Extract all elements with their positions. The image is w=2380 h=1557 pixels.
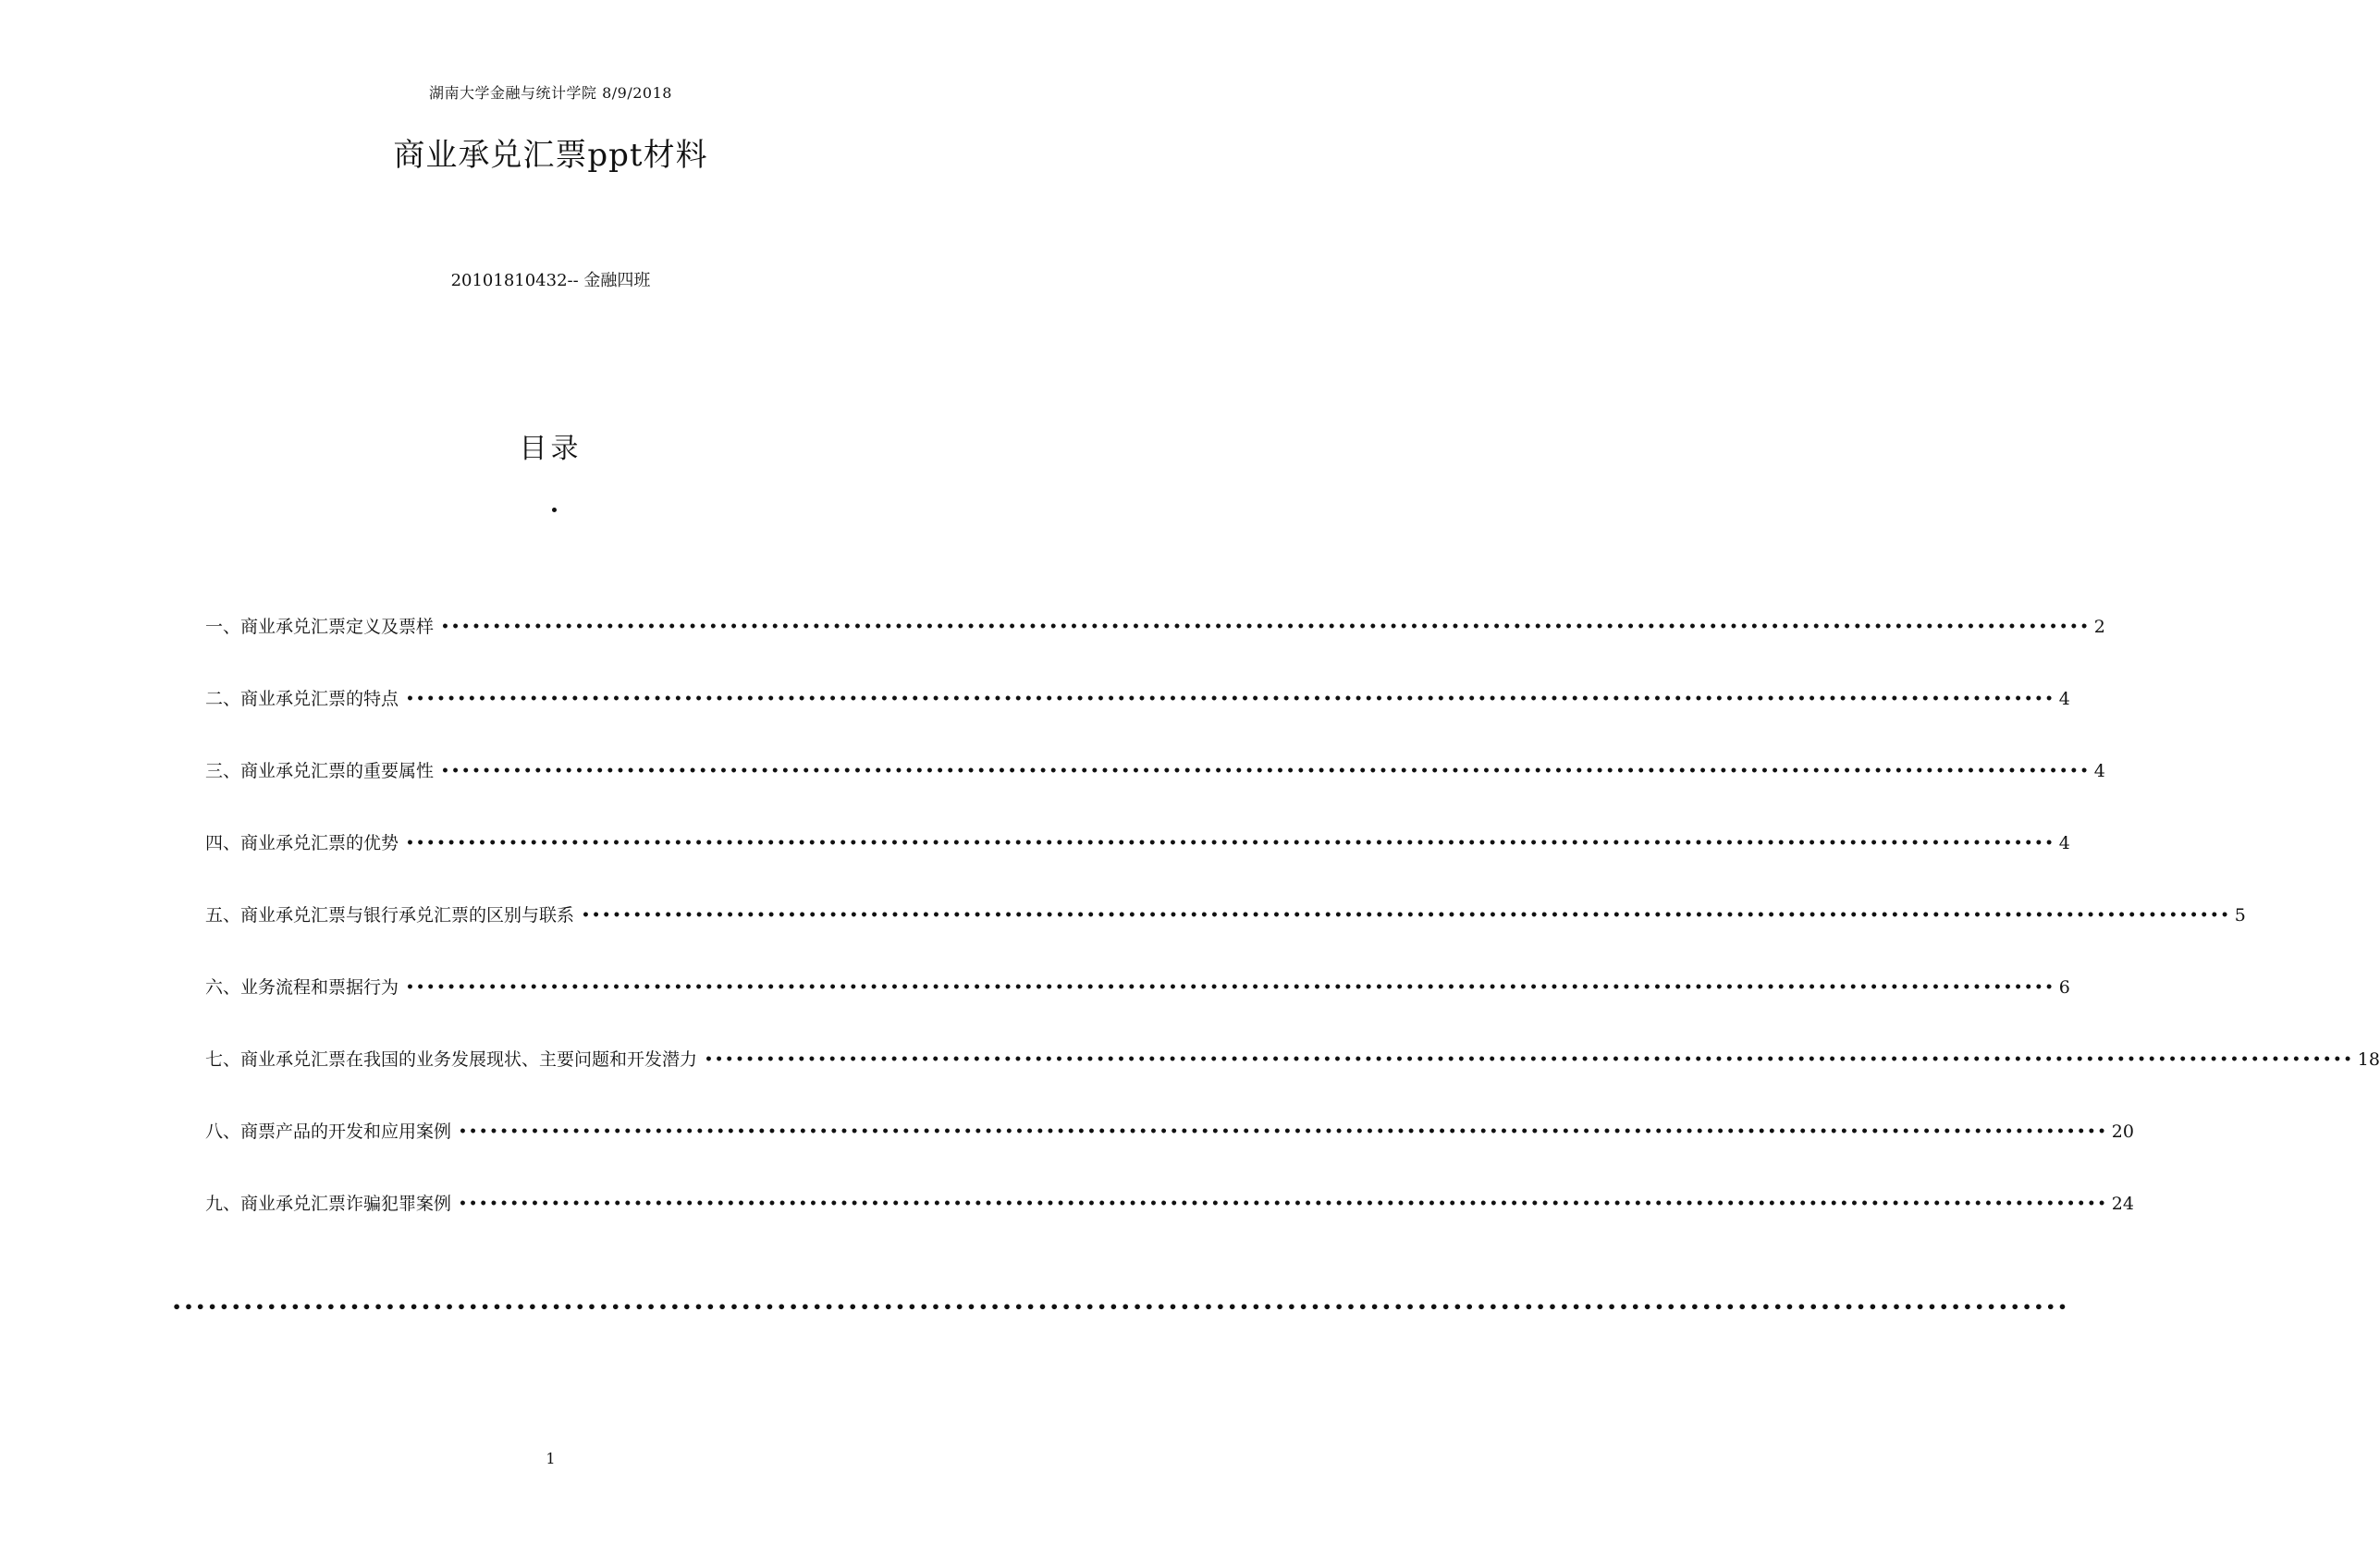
toc-entry-page: 18 (2357, 1049, 2380, 1070)
toc-entry-label: 九、商业承兑汇票诈骗犯罪案例 (205, 1194, 452, 1214)
toc-entry[interactable] (205, 757, 2105, 829)
toc-dot-leader: •••••••••••••••••••••••••••••••••••••••••••••••••••••••••••••••••••••••••••••••••••••••••••••••••••••••••••••••••••••••••••••••••••••••••••••••••••••••••••••••• (441, 764, 2091, 778)
toc-entry-label: 八、商票产品的开发和应用案例 (205, 1122, 452, 1142)
toc-entry-label: 六、业务流程和票据行为 (205, 977, 399, 998)
toc-entry[interactable] (205, 613, 2105, 685)
toc-entry-label: 四、商业承兑汇票的优势 (205, 833, 399, 853)
toc-entry[interactable] (205, 974, 2070, 1046)
toc-dot-leader: •••••••••••••••••••••••••••••••••••••••••••••••••••••••••••••••••••••••••••••••••••••••••••••••••••••••••••••••••••••••••••••••••••••••••••••••••••••••••••••••• (406, 980, 2055, 995)
toc-dot-leader: •••••••••••••••••••••••••••••••••••••••••••••••••••••••••••••••••••••••••••••••••••••••••••••••••••••••••••••••••••••••••••••••••••••••••••••••••••••••••••••••• (459, 1124, 2108, 1139)
toc-entry[interactable] (205, 685, 2070, 757)
toc-entry-page: 20 (2111, 1122, 2134, 1142)
toc-dot-leader: •••••••••••••••••••••••••••••••••••••••••••••••••••••••••••••••••••••••••••••••••••••••••••••••••••••••••••••••••••••••••••••••••••••••••••••••••••••••••••••••• (406, 692, 2055, 706)
toc-dot-leader: •••••••••••••••••••••••••••••••••••••••••••••••••••••••••••••••••••••••••••••••••••••••••••••••••••••••••••••••••••••••••••••••••••••••••••••••••••••••••••••••• (459, 1196, 2108, 1211)
author-line: 20101810432-- 金融四班 (450, 271, 651, 290)
page-number: 1 (546, 1450, 556, 1467)
toc-entry[interactable] (205, 1046, 2380, 1118)
toc-entry-page: 4 (2058, 833, 2070, 853)
table-of-contents (205, 613, 2380, 1262)
page-header: 湖南大学金融与统计学院 8/9/2018 (429, 84, 672, 102)
toc-entry-page: 4 (2058, 689, 2070, 709)
toc-entry-label: 一、商业承兑汇票定义及票样 (205, 617, 435, 637)
toc-entry-page: 6 (2058, 977, 2070, 998)
toc-dot-leader: •••••••••••••••••••••••••••••••••••••••••••••••••••••••••••••••••••••••••••••••••••••••••••••••••••••••••••••••••••••••••••••••••••••••••••••••••••••••••••••••• (582, 908, 2231, 923)
toc-dot-leader: •••••••••••••••••••••••••••••••••••••••••••••••••••••••••••••••••••••••••••••••••••••••••••••••••••••••••••••••••••••••••••••••••••••••••••••••••••••••••••••••• (406, 836, 2055, 851)
toc-entry-label: 五、商业承兑汇票与银行承兑汇票的区别与联系 (205, 905, 575, 926)
toc-entry[interactable] (205, 1118, 2134, 1190)
toc-entry[interactable] (205, 901, 2246, 974)
toc-entry-page: 24 (2111, 1194, 2134, 1214)
toc-dot-leader: •••••••••••••••••••••••••••••••••••••••••••••••••••••••••••••••••••••••••••••••••••••••••••••••••••••••••••••••••••••••••••••••••••••••••••••••••••••••••••••••• (441, 619, 2091, 634)
toc-entry-page: 2 (2093, 617, 2105, 637)
toc-entry-label: 七、商业承兑汇票在我国的业务发展现状、主要问题和开发潜力 (205, 1049, 698, 1070)
toc-entry-page: 4 (2093, 761, 2105, 781)
toc-dot-leader: •••••••••••••••••••••••••••••••••••••••••••••••••••••••••••••••••••••••••••••••••••••••••••••••••••••••••••••••••••••••••••••••••••••••••••••••••••••••••••••••• (705, 1052, 2354, 1067)
toc-entry-label: 三、商业承兑汇票的重要属性 (205, 761, 435, 781)
bullet-dot (552, 508, 557, 512)
toc-entry-page: 5 (2234, 905, 2246, 926)
toc-entry-label: 二、商业承兑汇票的特点 (205, 689, 399, 709)
dotted-separator: •••••••••••••••••••••••••••••••••••••••••••••••••••••••••••••••••••••••••••••••••••••••••••••••••••••••••••••••••••••••••••••••••••••••••••••••••••••••••••••••• (172, 1298, 2070, 1316)
toc-heading: 目录 (519, 433, 583, 465)
document-title: 商业承兑汇票ppt材料 (393, 137, 708, 174)
toc-entry[interactable] (205, 1190, 2134, 1262)
toc-entry[interactable] (205, 829, 2070, 901)
